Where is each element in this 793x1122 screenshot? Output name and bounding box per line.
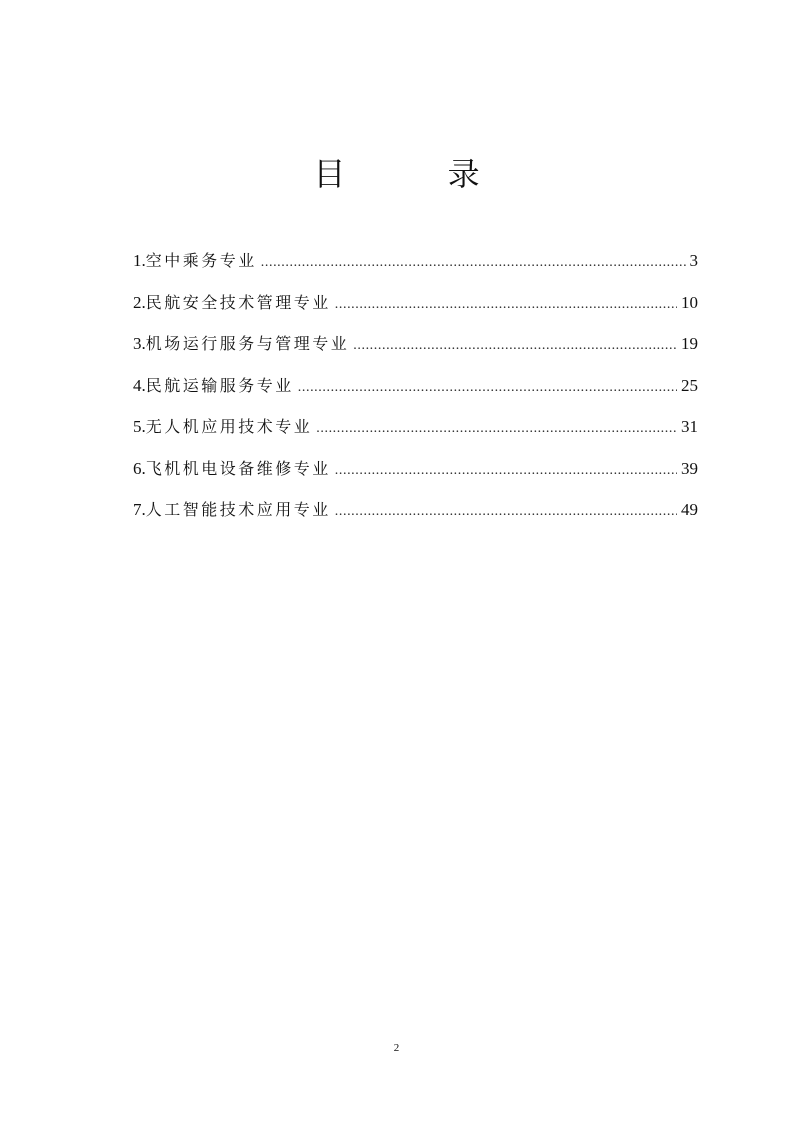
toc-dot-leader bbox=[316, 408, 677, 450]
toc-entry[interactable] bbox=[133, 448, 698, 490]
toc-entry[interactable] bbox=[133, 282, 698, 324]
toc-entry-number: 7. bbox=[133, 500, 146, 519]
toc-entry[interactable] bbox=[133, 323, 698, 365]
toc-entry[interactable] bbox=[133, 240, 698, 282]
toc-entry-page: 19 bbox=[681, 334, 698, 353]
toc-entry-label: 民航运输服务专业 bbox=[145, 375, 294, 395]
page-number: 2 bbox=[393, 1042, 400, 1054]
toc-entry-number: 5. bbox=[133, 417, 146, 436]
toc-entry-page: 25 bbox=[681, 375, 698, 395]
toc-entry-number: 6. bbox=[133, 458, 146, 478]
toc-entry-label: 机场运行服务与管理专业 bbox=[145, 334, 350, 353]
toc-entry-label: 飞机机电设备维修专业 bbox=[145, 458, 331, 478]
toc-entry-number: 4. bbox=[133, 375, 146, 395]
toc-entry[interactable] bbox=[133, 406, 698, 448]
toc-entry[interactable] bbox=[133, 365, 698, 407]
toc-entry-label: 人工智能技术应用专业 bbox=[145, 500, 331, 519]
toc-entry-page: 39 bbox=[681, 458, 698, 478]
toc-entry-page: 3 bbox=[689, 251, 698, 270]
toc-entry-number: 2. bbox=[133, 292, 146, 312]
toc-entry-number: 3. bbox=[133, 334, 146, 353]
toc-entry[interactable] bbox=[133, 489, 698, 531]
toc-dot-leader bbox=[335, 491, 677, 533]
page-title: 目 录 bbox=[313, 155, 526, 193]
toc-entry-page: 10 bbox=[681, 292, 698, 312]
toc-entry-label: 无人机应用技术专业 bbox=[145, 417, 313, 436]
toc-dot-leader bbox=[335, 284, 677, 326]
toc-entry-page: 49 bbox=[681, 500, 698, 519]
toc-entry-page: 31 bbox=[681, 417, 698, 436]
toc-dot-leader bbox=[335, 450, 677, 492]
toc-entry-label: 空中乘务专业 bbox=[145, 251, 257, 270]
toc-dot-leader bbox=[298, 367, 677, 409]
toc-entry-number: 1. bbox=[133, 251, 146, 270]
toc-dot-leader bbox=[353, 325, 677, 367]
toc-entry-label: 民航安全技术管理专业 bbox=[145, 292, 331, 312]
toc-dot-leader bbox=[261, 242, 686, 284]
table-of-contents bbox=[133, 240, 698, 531]
